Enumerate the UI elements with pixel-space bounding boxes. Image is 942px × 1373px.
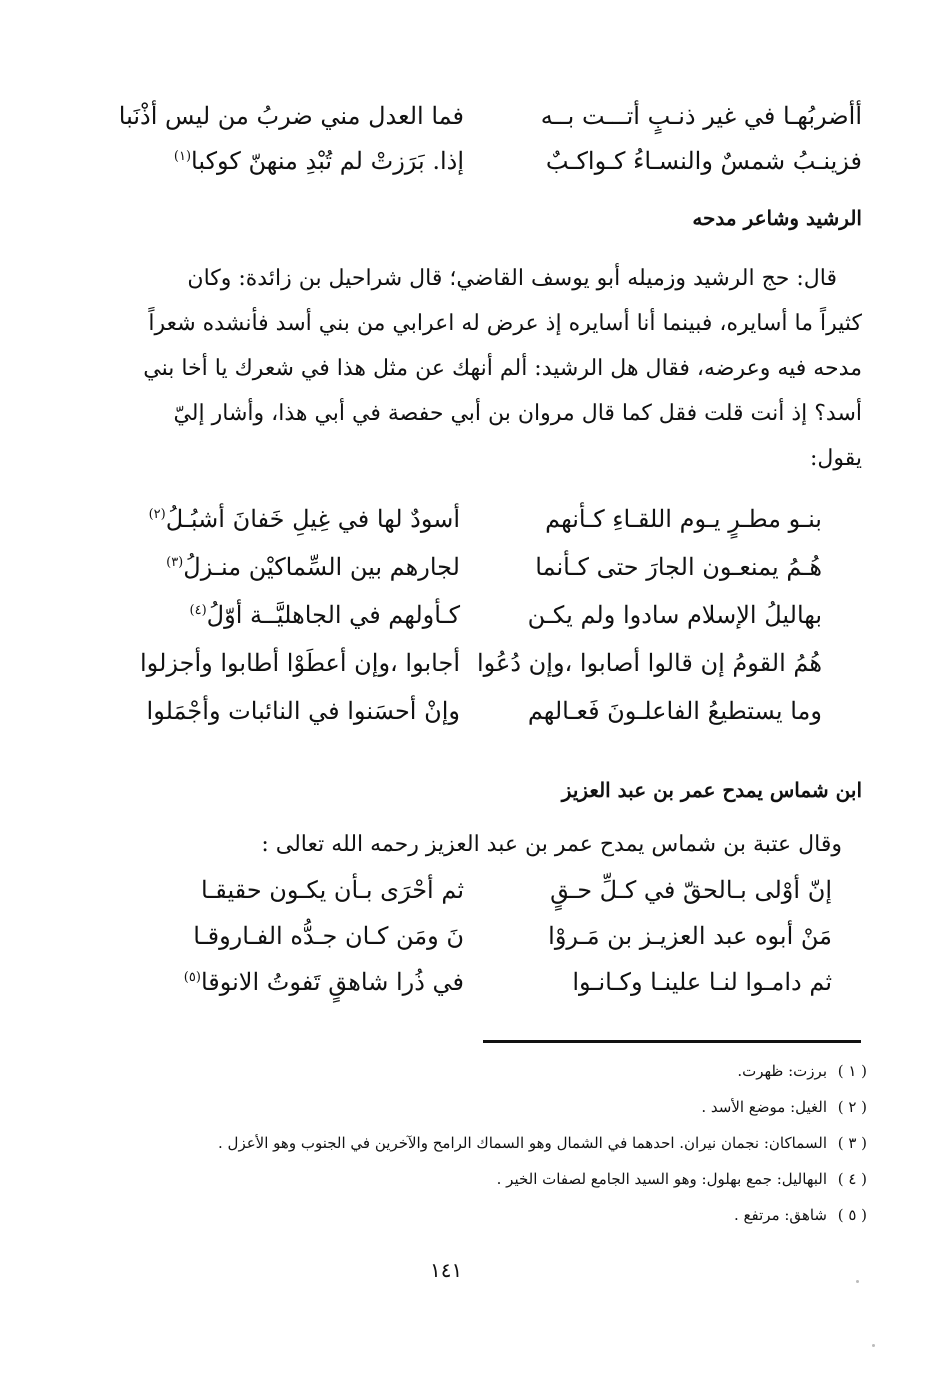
verse-hemistich-left [166,553,460,581]
verse-text: في ذُرا شاهقٍ تَفوتُ الانوقا [200,968,464,996]
footnote [734,1206,867,1224]
footnote-number: ( ٥ ) [837,1206,867,1224]
footnote-marker: (٣) [166,555,184,570]
verse-text: كـأولهم في الجاهليَّــة أوّلُ [206,601,460,629]
verse-hemistich-left [174,147,464,175]
scan-speck [856,1280,859,1283]
verse-hemistich-right: هُـمُ يمنعـون الجارَ حتى كـأنما [535,553,822,581]
footnote-text: برزت: ظهرت. [737,1062,827,1080]
footnote-marker: (٤) [189,603,207,618]
verse-hemistich-left: وإنْ أحسَنوا في النائبات وأجْمَلوا [146,697,460,725]
paragraph-line: كثيراً ما أسايره، فبينما أنا أسايره إذ عرض له اعرابي من بني أسد فأنشده شعراً [148,311,862,336]
verse-hemistich-right: هُمُ القومُ إن قالوا أصابوا ،وإن دُعُوا [476,649,822,677]
footnote-number: ( ٣ ) [837,1134,867,1152]
footnote-text: الغيل: موضع الأسد . [701,1098,827,1116]
footnote-divider [483,1040,861,1043]
verse-hemistich-right: وما يستطيعُ الفاعلـونَ فَعـالهم [527,697,822,725]
verse-hemistich-right: مَنْ أبوه عبد العزيـز بن مَـروْا [548,922,832,950]
footnote-text: السماكان: نجمان نيران. احدهما في الشمال وهو السماك الرامح والآخرين في الجنوب وهو الأعزل . [218,1134,827,1152]
footnote-number: ( ٤ ) [837,1170,867,1188]
paragraph-line: يقول: [809,446,862,471]
footnote [218,1134,867,1152]
verse-text: إذا. بَرَزتْ لم تُبْدِ منهنّ كوكبا [191,147,464,175]
footnote [701,1098,867,1116]
footnote-text: شاهق: مرتفع . [734,1206,827,1224]
verse-hemistich-right: بهاليلُ الإسلام سادوا ولم يكـن [527,601,822,629]
footnote-text: البهاليل: جمع بهلول: وهو السيد الجامع لصفات الخير . [496,1170,827,1188]
scan-speck [872,1344,875,1347]
section-heading: ابن شماس يمدح عمر بن عبد العزيز [561,778,862,802]
verse-hemistich-right: أأضربُهـا في غير ذنـبٍ أتـــت بــه [540,102,862,130]
body-paragraph: وقال عتبة بن شماس يمدح عمر بن عبد العزيز رحمه الله تعالى : [261,832,842,857]
verse-hemistich-right: ثم دامـوا لنـا علينـا وكـانـوا [572,968,832,996]
footnote-marker: (١) [173,149,192,164]
verse-hemistich-right: فزينـبُ شمسٌ والنسـاءُ كـواكـبٌ [545,147,862,175]
verse-text: لجارهم بين السِّماكيْن منـزلُ [183,553,460,581]
verse-hemistich-right: إنّ أوْلى بـالحقّ في كـلِّ حـقٍ [550,876,832,904]
footnote-number: ( ٢ ) [837,1098,867,1116]
verse-hemistich-left [184,968,464,996]
body-paragraph [77,256,862,481]
verse-hemistich-right: بنـو مطـرٍ يـوم اللقـاءِ كـأنهم [545,505,822,533]
footnote [497,1170,867,1188]
verse-hemistich-left: فما العدل مني ضربُ من ليس أذْنَبا [118,102,464,130]
verse-hemistich-left: ثم أحْرَى بـأن يكـون حقيقـا [200,876,464,904]
verse-hemistich-left [190,601,460,629]
footnote-marker: (٢) [148,507,166,522]
verse-hemistich-left: نَ ومَن كـان جـدُّه الفـاروقـا [193,922,464,950]
footnote-number: ( ١ ) [837,1062,867,1080]
paragraph-line: قال: حج الرشيد وزميله أبو يوسف القاضي؛ قال شراحيل بن زائدة: وكان [187,266,837,291]
verse-hemistich-left: أجابوا ،وإن أعطَوْا أطابوا وأجزلوا [140,649,460,677]
section-heading: الرشيد وشاعر مدحه [692,206,862,230]
page-number: ١٤١ [430,1258,463,1282]
paragraph-line: مدحه فيه وعرضه، فقال هل الرشيد: ألم أنهك عن مثل هذا في شعرك يا أخا بني [143,356,862,381]
verse-hemistich-left [149,505,460,533]
footnote [737,1062,867,1080]
paragraph-line: أسد؟ إذ أنت قلت فقل كما قال مروان بن أبي حفصة في أبي هذا، وأشار إليّ [173,401,862,426]
verse-text: أسودٌ لها في غِيلِ خَفانَ أشبُـلُ [165,505,460,533]
footnote-marker: (٥) [183,970,201,985]
